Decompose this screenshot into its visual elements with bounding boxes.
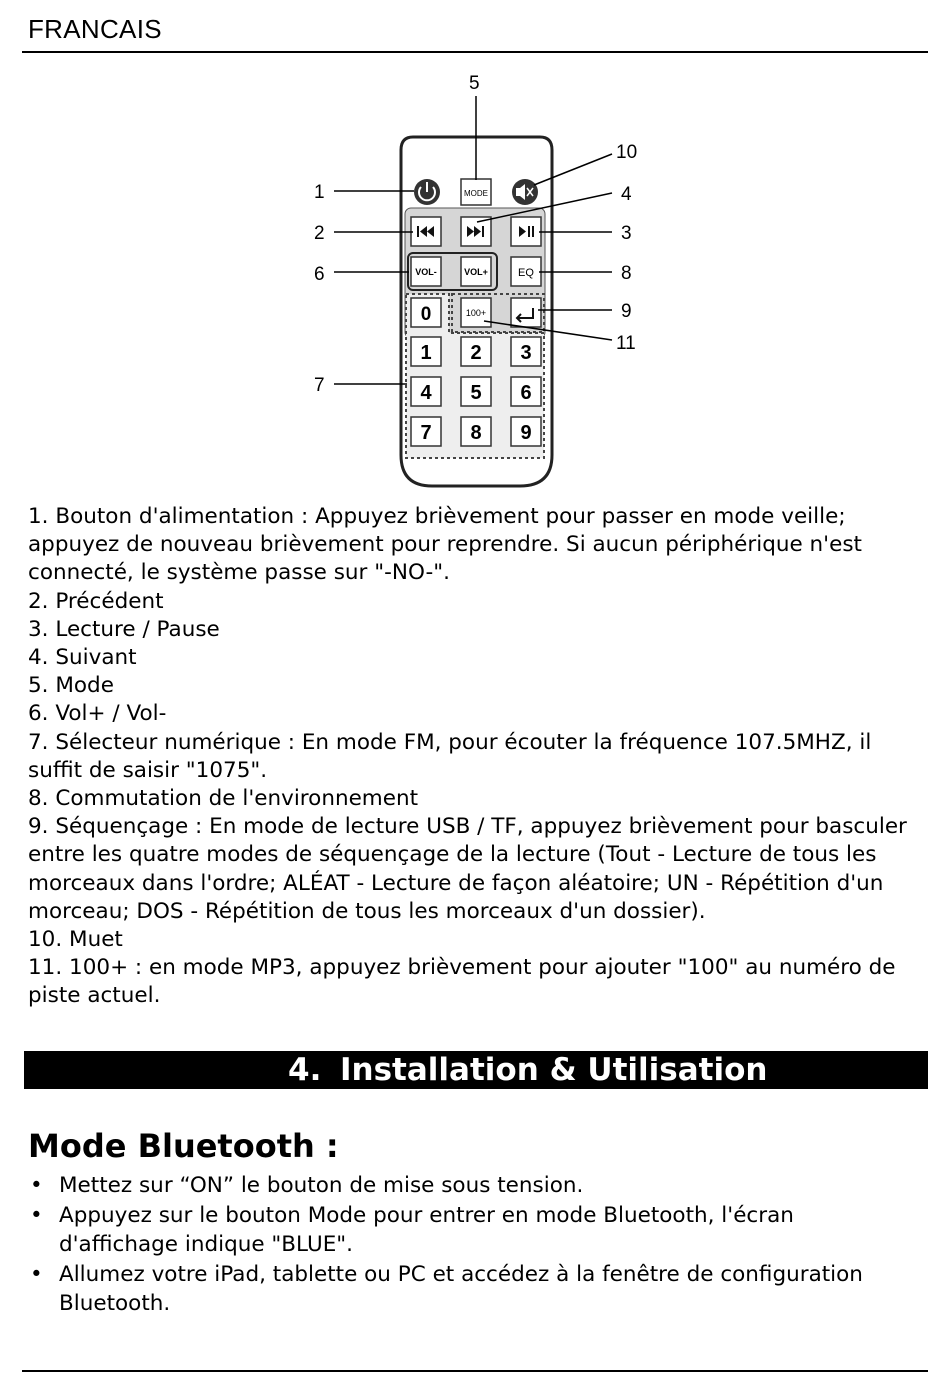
- list-item: 11. 100+ : en mode MP3, appuyez brièvement pour ajouter "100" au numéro de piste actuel.: [28, 955, 896, 1009]
- list-item: 1. Bouton d'alimentation : Appuyez brièvement pour passer en mode veille; appuyez de nouveau brièvement pour reprendre. Si aucun périphérique n'est connecté, le système passe sur "-NO-".: [28, 504, 862, 586]
- digit-grid: [411, 337, 541, 446]
- list-item: 6. Vol+ / Vol-: [28, 701, 167, 727]
- bluetooth-steps: [28, 1172, 908, 1320]
- digit-8-label: 8: [470, 422, 482, 444]
- hundred-plus-label: 100+: [465, 308, 487, 318]
- callout-6: 6: [314, 264, 325, 285]
- repeat-button: [511, 298, 541, 327]
- list-item: 4. Suivant: [28, 645, 137, 671]
- list-item: 8. Commutation de l'environnement: [28, 786, 419, 812]
- section-heading-bar: [24, 1051, 928, 1089]
- eq-label: EQ: [518, 267, 534, 279]
- list-item: 10. Muet: [28, 927, 123, 953]
- callout-11: 11: [616, 333, 636, 354]
- digit-1-label: 1: [420, 342, 432, 364]
- footer-rule: [22, 1370, 928, 1372]
- remote-control-diagram: [0, 0, 950, 500]
- callout-5: 5: [469, 73, 480, 94]
- callout-2: 2: [314, 223, 325, 244]
- digit-0-label: 0: [420, 304, 432, 325]
- callout-9: 9: [621, 301, 632, 322]
- list-item: 9. Séquençage : En mode de lecture USB / TF, appuyez brièvement pour basculer entre les quatre modes de séquençage de la lecture (Tout - Lecture de tous les morceaux dans l'ordre; ALÉAT - Lecture de façon aléatoire; UN - Répétition d'un morceau; DOS - Répétition de tous les morceaux d'un dossier).: [28, 814, 907, 924]
- list-item: 7. Sélecteur numérique : En mode FM, pour écouter la fréquence 107.5MHZ, il suffit de saisir "1075".: [28, 729, 872, 783]
- list-item: 2. Précédent: [28, 588, 164, 614]
- list-item: 3. Lecture / Pause: [28, 616, 220, 642]
- bullet-dot-icon: •: [30, 1173, 43, 1198]
- list-item: 5. Mode: [28, 673, 114, 699]
- bullet-dot-icon: •: [30, 1203, 43, 1229]
- digit-5-label: 5: [470, 382, 482, 404]
- digit-6-label: 6: [520, 382, 532, 404]
- bullet-item: • Mettez sur “ON” le bouton de mise sous tension.: [28, 1172, 908, 1201]
- subheading-bluetooth: Mode Bluetooth :: [28, 1127, 339, 1165]
- section-number: 4.: [288, 1052, 322, 1088]
- vol-plus-label: VOL+: [464, 267, 488, 277]
- callout-3: 3: [621, 223, 632, 244]
- remote-button-descriptions: [28, 503, 928, 1011]
- digit-7-label: 7: [420, 422, 432, 444]
- digit-9-label: 9: [520, 422, 532, 444]
- mode-button-label: MODE: [464, 189, 488, 198]
- page-language-header: FRANCAIS: [28, 14, 162, 44]
- bullet-item: • Appuyez sur le bouton Mode pour entrer en mode Bluetooth, l'écran d'affichage indique "BLUE".: [30, 1203, 794, 1257]
- digit-4-label: 4: [420, 382, 432, 404]
- digit-3-label: 3: [520, 342, 532, 364]
- power-button: [414, 179, 440, 205]
- digit-2-label: 2: [470, 342, 482, 364]
- callout-1: 1: [314, 182, 325, 203]
- bullet-item: • Allumez votre iPad, tablette ou PC et accédez à la fenêtre de configuration Bluetooth.: [30, 1262, 863, 1316]
- callout-7: 7: [314, 375, 325, 396]
- callout-10: 10: [616, 142, 638, 163]
- vol-minus-label: VOL-: [415, 267, 437, 277]
- section-title: Installation & Utilisation: [340, 1052, 768, 1088]
- mute-button: [512, 179, 538, 205]
- bullet-dot-icon: •: [30, 1262, 43, 1288]
- callout-4: 4: [621, 184, 632, 205]
- callout-8: 8: [621, 263, 632, 284]
